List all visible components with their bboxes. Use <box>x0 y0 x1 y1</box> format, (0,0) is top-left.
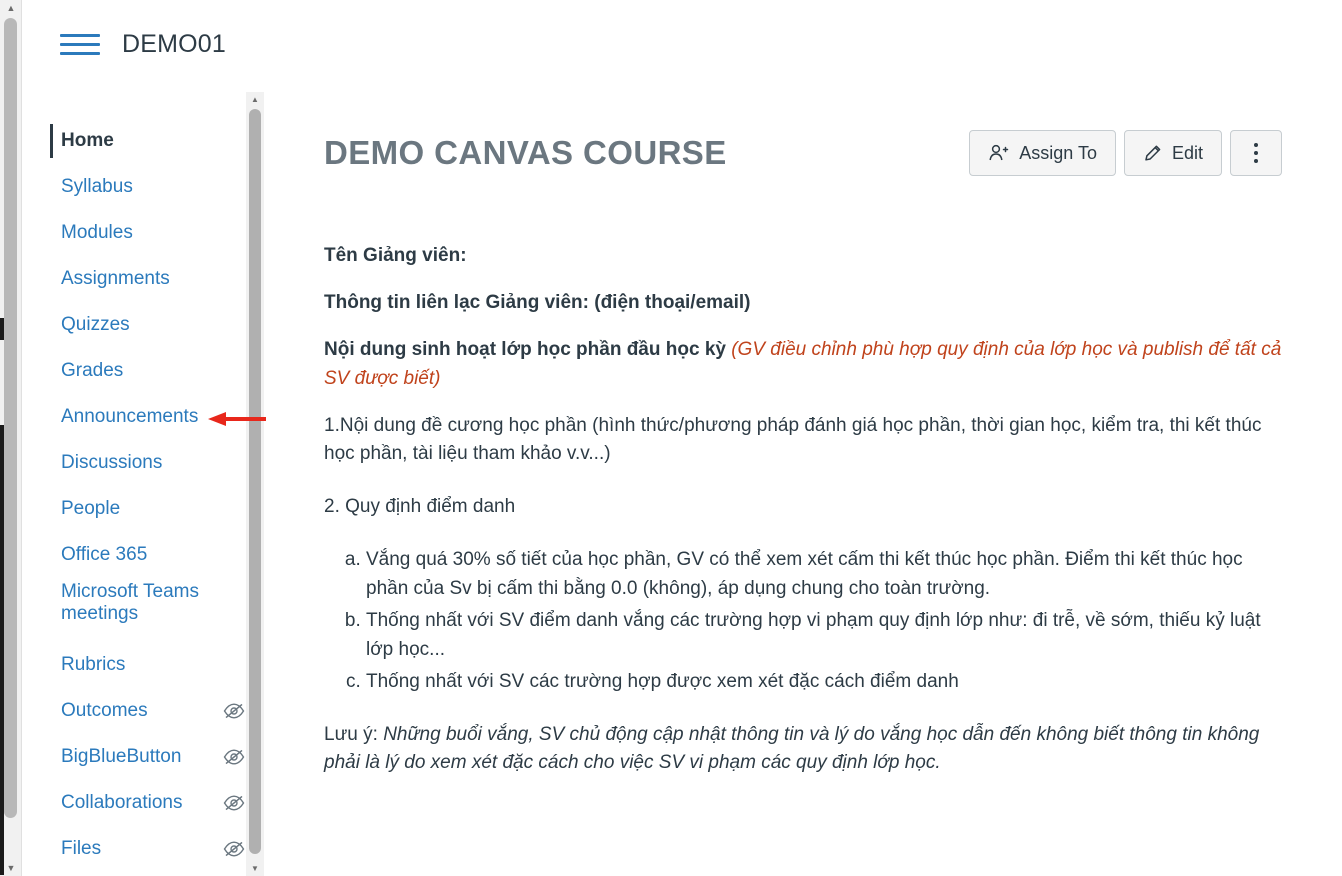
sidebar-item-label: Grades <box>61 360 124 381</box>
note-label: Lưu ý: <box>324 723 384 745</box>
instructor-name-line: Tên Giảng viên: <box>324 245 467 266</box>
edit-button[interactable] <box>1124 130 1222 176</box>
sidebar-item-label: Microsoft Teams meetings <box>61 581 199 624</box>
hamburger-line <box>60 52 100 55</box>
sidebar-item-label: Syllabus <box>61 176 133 197</box>
sidebar-item-quizzes[interactable] <box>23 302 263 348</box>
list-item: a. Vắng quá 30% số tiết của học phần, GV có thể xem xét cấm thi kết thúc học phần. Điểm thi kết thúc học phần của Sv bị cấm thi bằng 0.0 (không), áp dụng chung cho toàn trường. <box>366 546 1282 604</box>
kebab-icon <box>1254 159 1258 163</box>
edit-label: Edit <box>1171 142 1203 163</box>
more-options-button[interactable] <box>1230 130 1282 176</box>
activities-note: (GV điều chỉnh phù hợp quy định của lớp học và publish để tất cả SV được biết) <box>324 338 1282 389</box>
course-nav-scrollbar[interactable] <box>246 92 264 876</box>
sidebar-item-label: Home <box>61 130 114 151</box>
pencil-icon <box>1143 143 1163 163</box>
sidebar-item-syllabus[interactable] <box>23 164 263 210</box>
eye-off-icon <box>223 795 245 814</box>
course-home-body <box>324 242 1282 778</box>
sidebar-item-people[interactable] <box>23 486 263 532</box>
sidebar-item-label: Office 365 <box>61 544 148 565</box>
page-title: DEMO CANVAS COURSE <box>324 134 727 171</box>
assign-to-button[interactable] <box>969 130 1116 176</box>
sidebar-item-label: Rubrics <box>61 654 126 675</box>
assign-to-label: Assign To <box>1019 142 1097 163</box>
list-item: b. Thống nhất với SV điểm danh vắng các trường hợp vi phạm quy định lớp như: đi trễ, về sớm, thiếu kỷ luật lớp học... <box>366 607 1282 665</box>
hamburger-line <box>60 43 100 46</box>
main-content <box>266 92 1342 876</box>
scroll-down-arrow-icon[interactable]: ▼ <box>6 863 16 873</box>
sidebar-item-bigbluebutton[interactable] <box>23 734 263 780</box>
scroll-down-arrow-icon[interactable]: ▼ <box>251 864 259 873</box>
top-bar <box>23 0 1342 88</box>
scroll-up-arrow-icon[interactable]: ▲ <box>6 3 16 13</box>
sidebar-item-label: Outcomes <box>61 700 148 721</box>
sidebar-item-label: Discussions <box>61 452 163 473</box>
sidebar-item-office-365[interactable] <box>23 532 263 578</box>
note-text: Những buổi vắng, SV chủ động cập nhật thông tin và lý do vắng học dẫn đến không biết thông tin không phải là lý do xem xét đặc cách cho việc SV vi phạm các quy định lớp học. <box>324 723 1260 774</box>
content-header <box>324 122 1282 176</box>
kebab-icon <box>1254 151 1258 155</box>
paragraph-2: 2. Quy định điểm danh <box>324 496 516 518</box>
attendance-rules-list <box>324 546 1282 696</box>
sidebar-item-modules[interactable] <box>23 210 263 256</box>
scroll-up-arrow-icon[interactable]: ▲ <box>251 95 259 104</box>
list-item: c. Thống nhất với SV các trường hợp được xem xét đặc cách điểm danh <box>366 668 1282 697</box>
activities-label: Nội dung sinh hoạt lớp học phần đầu học kỳ <box>324 338 732 360</box>
sidebar-item-announcements[interactable] <box>23 394 263 440</box>
sidebar-item-label: Files <box>61 838 102 859</box>
eye-off-icon <box>223 749 245 768</box>
course-code-label: DEMO01 <box>122 29 227 58</box>
sidebar-item-files[interactable] <box>23 826 263 872</box>
note-paragraph <box>324 721 1282 779</box>
sidebar-item-rubrics[interactable] <box>23 642 263 688</box>
course-nav-scrollbar-thumb[interactable] <box>249 109 261 854</box>
eye-off-icon <box>223 841 245 860</box>
sidebar-item-label: BigBlueButton <box>61 746 182 767</box>
kebab-icon <box>1254 143 1258 147</box>
sidebar-item-assignments[interactable] <box>23 256 263 302</box>
activities-line <box>324 336 1282 394</box>
hamburger-icon[interactable] <box>60 30 100 58</box>
course-navigation <box>23 92 263 876</box>
sidebar-item-collaborations[interactable] <box>23 780 263 826</box>
header-actions <box>969 130 1282 176</box>
sidebar-item-grades[interactable] <box>23 348 263 394</box>
sidebar-item-label: Announcements <box>61 406 199 427</box>
hamburger-line <box>60 34 100 37</box>
instructor-contact-line: Thông tin liên lạc Giảng viên: (điện thoại/email) <box>324 291 751 313</box>
viewport-edge-marker <box>0 425 4 875</box>
browser-scrollbar-thumb[interactable] <box>4 18 17 818</box>
sidebar-item-outcomes[interactable] <box>23 688 263 734</box>
sidebar-item-label: People <box>61 498 121 519</box>
viewport-edge-marker <box>0 318 4 340</box>
eye-off-icon <box>223 703 245 722</box>
assign-to-icon <box>988 143 1010 163</box>
sidebar-item-label: Modules <box>61 222 133 243</box>
sidebar-item-label: Assignments <box>61 268 170 289</box>
sidebar-item-label: Quizzes <box>61 314 130 335</box>
sidebar-item-discussions[interactable] <box>23 440 263 486</box>
sidebar-item-home[interactable] <box>23 118 263 164</box>
paragraph-1: 1.Nội dung đề cương học phần (hình thức/phương pháp đánh giá học phần, thời gian học, kiểm tra, thi kết thúc học phần, tài liệu tham khảo v.v...) <box>324 414 1262 465</box>
sidebar-item-microsoft-teams-meetings[interactable] <box>23 578 263 642</box>
sidebar-item-label: Collaborations <box>61 792 183 813</box>
